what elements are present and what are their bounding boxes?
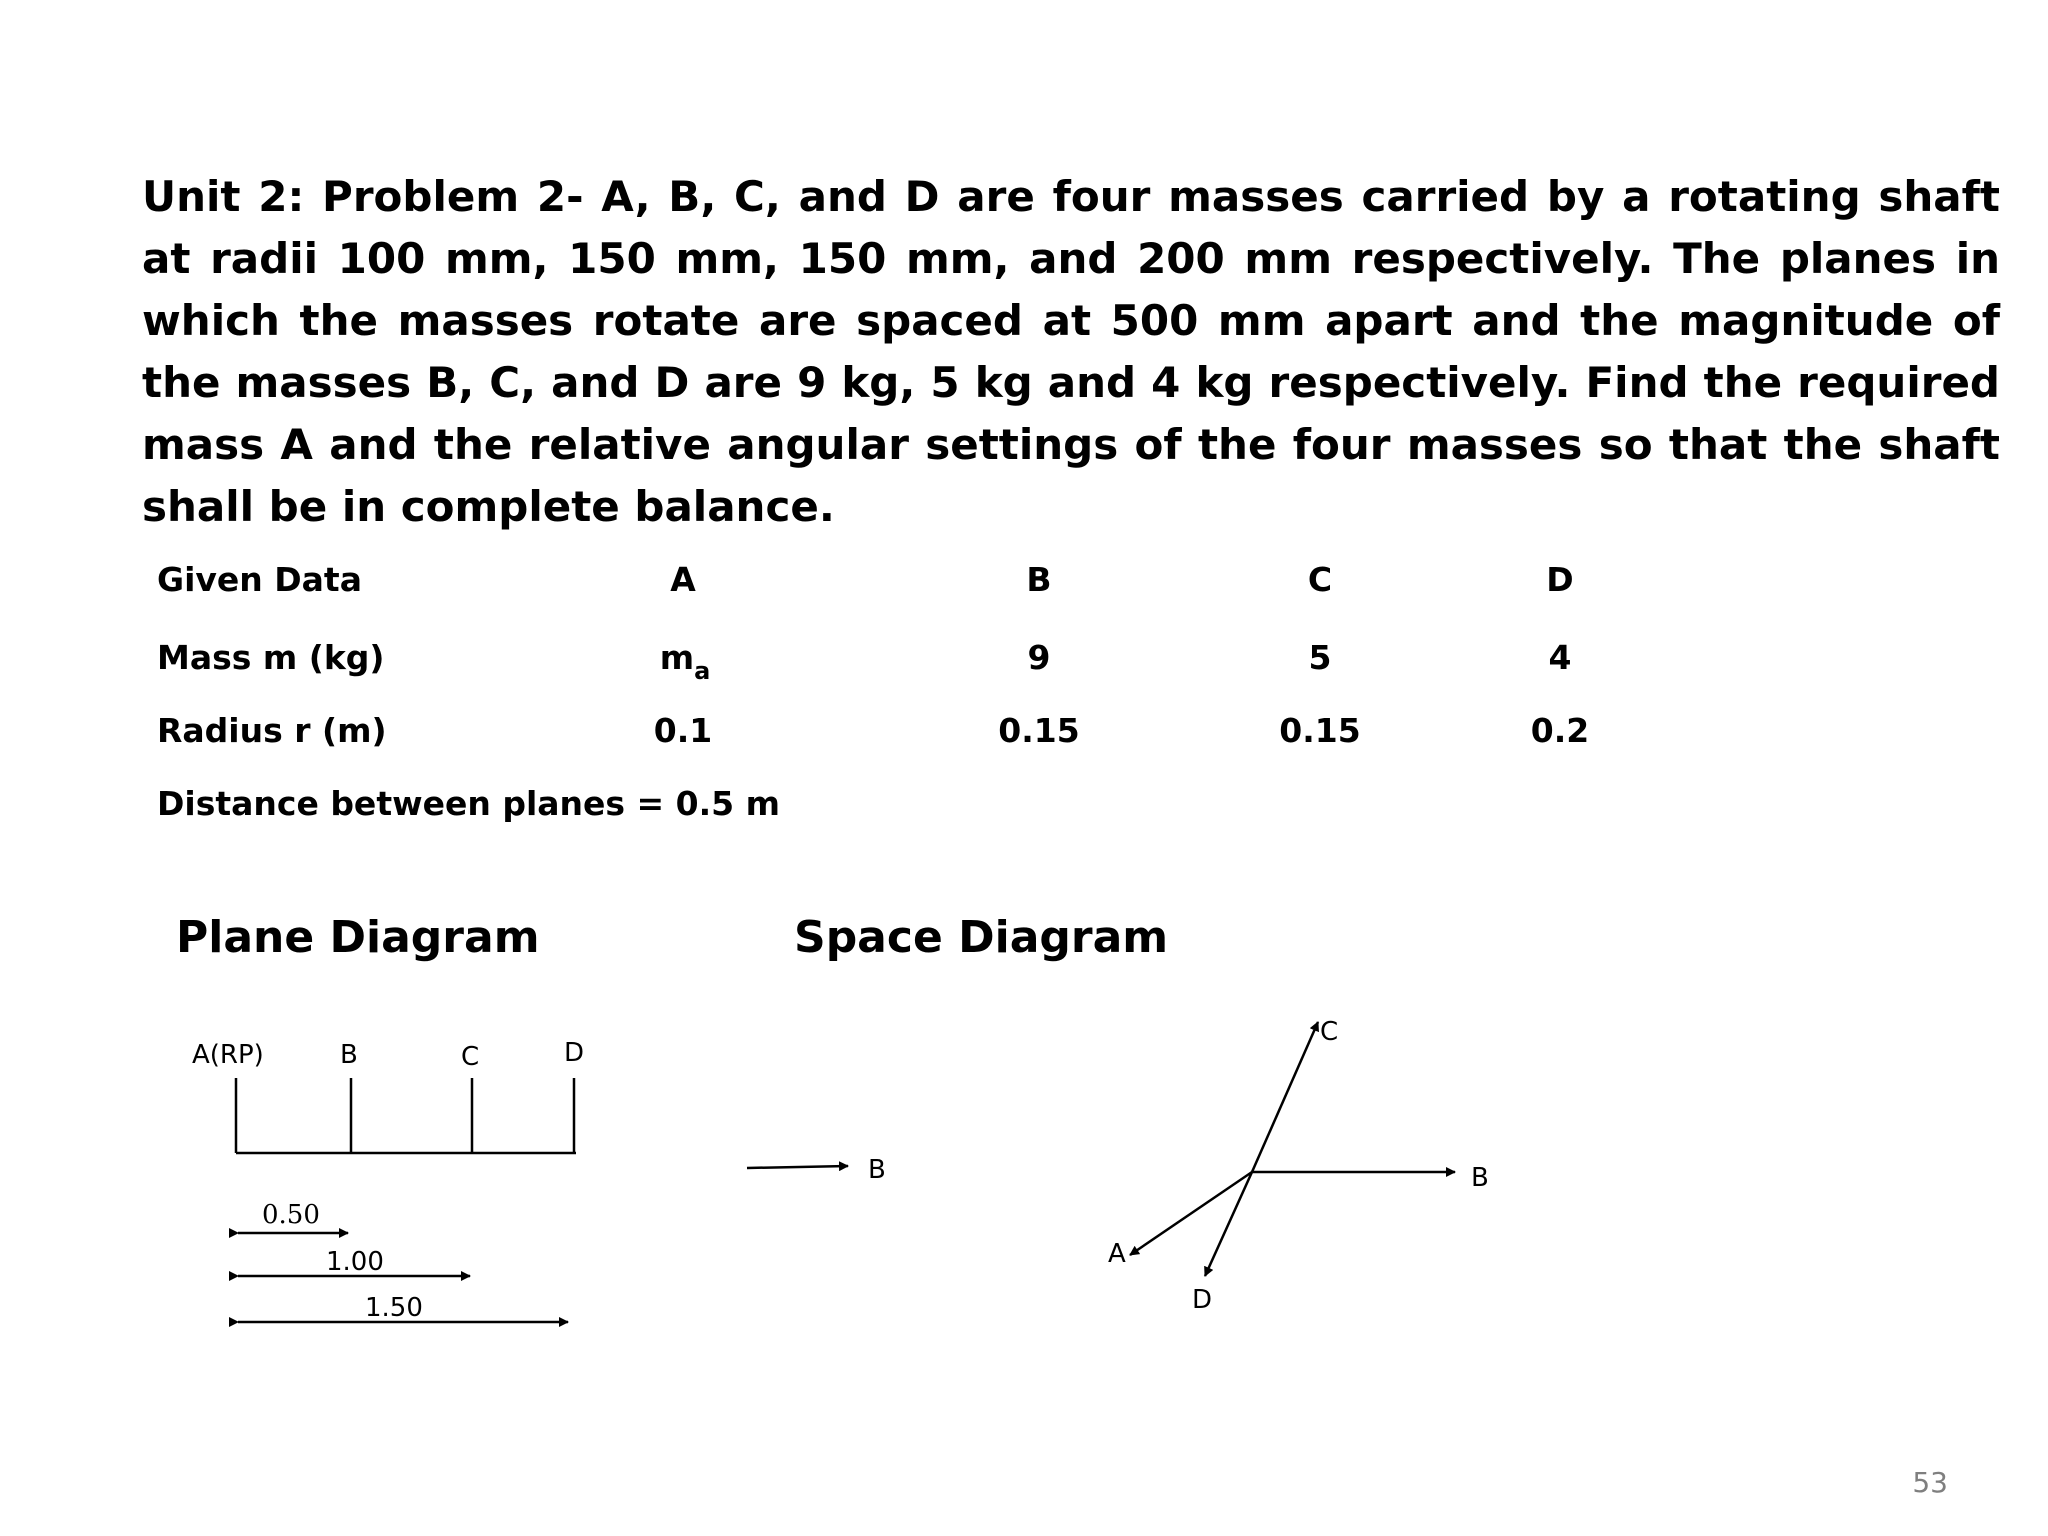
distance-note: Distance between planes = 0.5 m bbox=[157, 784, 781, 823]
col-header-b: B bbox=[1026, 560, 1052, 599]
page-number: 53 bbox=[1912, 1466, 1948, 1499]
mass-c: 5 bbox=[1308, 638, 1332, 677]
radius-row-label: Radius r (m) bbox=[157, 711, 387, 750]
dim-label-0-50: 0.50 bbox=[262, 1200, 320, 1230]
space-diagram-heading: Space Diagram bbox=[794, 912, 1169, 963]
mass-b: 9 bbox=[1027, 638, 1051, 677]
dim-label-1-50: 1.50 bbox=[365, 1293, 423, 1323]
standalone-vector-b bbox=[747, 1166, 848, 1168]
plane-label-b: B bbox=[340, 1040, 358, 1070]
plane-label-a: A(RP) bbox=[192, 1040, 264, 1070]
col-header-a: A bbox=[670, 560, 696, 599]
mass-a-subscript: a bbox=[694, 657, 711, 685]
radius-d: 0.2 bbox=[1530, 711, 1590, 750]
radius-b: 0.15 bbox=[998, 711, 1080, 750]
radius-c: 0.15 bbox=[1279, 711, 1361, 750]
problem-statement: Unit 2: Problem 2- A, B, C, and D are four masses carried by a rotating shaft at radii 100 mm, 150 mm, 150 mm, and 200 mm respectively. The planes in which the masses rotate are spaced at 500 mm apart and the magnitude of the masses B, C, and D are 9 kg, 5 kg and 4 kg respectively. Find the required mass A and the relative angular settings of the four masses so that the shaft shall be in complete balance. bbox=[142, 172, 2000, 531]
plane-label-d: D bbox=[564, 1038, 585, 1068]
dim-label-1-00: 1.00 bbox=[326, 1247, 384, 1277]
space-label-c: C bbox=[1320, 1017, 1339, 1047]
standalone-vector-label: B bbox=[868, 1155, 886, 1185]
col-header-c: C bbox=[1307, 560, 1333, 599]
space-label-b: B bbox=[1471, 1163, 1489, 1193]
space-label-d: D bbox=[1192, 1285, 1213, 1315]
space-label-a: A bbox=[1108, 1239, 1126, 1269]
col-header-d: D bbox=[1546, 560, 1574, 599]
plane-diagram-heading: Plane Diagram bbox=[176, 912, 540, 963]
space-vector-c bbox=[1252, 1022, 1318, 1172]
given-data-label: Given Data bbox=[157, 560, 362, 599]
radius-a: 0.1 bbox=[653, 711, 713, 750]
mass-d: 4 bbox=[1548, 638, 1572, 677]
mass-row-label: Mass m (kg) bbox=[157, 638, 385, 677]
mass-a-symbol: m bbox=[659, 638, 695, 677]
plane-label-c: C bbox=[461, 1042, 480, 1072]
